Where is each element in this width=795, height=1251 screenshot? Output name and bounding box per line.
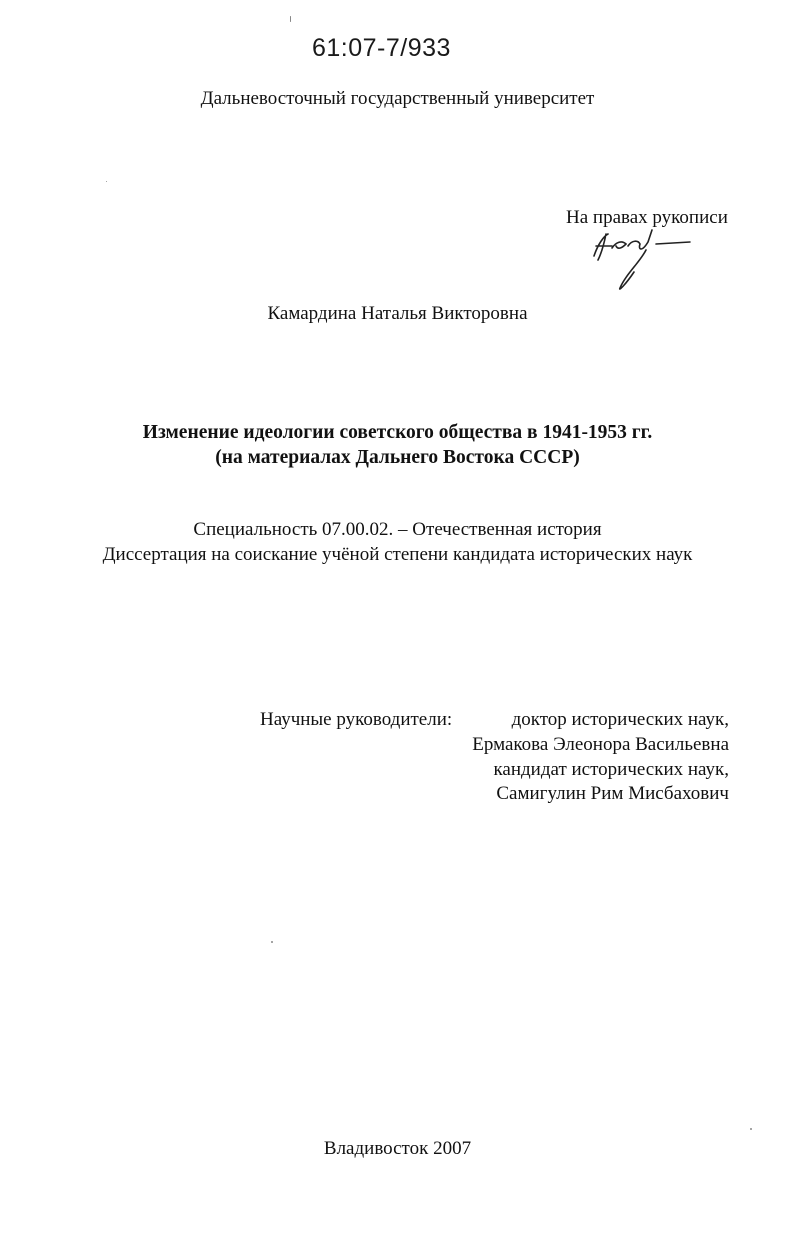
scan-speck <box>290 16 291 22</box>
author-name: Камардина Наталья Викторовна <box>267 303 528 324</box>
supervisors-label: Научные руководители: <box>260 709 453 730</box>
scan-speck <box>750 1128 752 1130</box>
university-name: Дальневосточный государственный университет <box>200 88 595 109</box>
scan-speck <box>106 181 107 182</box>
dissertation-subtitle: (на материалах Дальнего Востока СССР) <box>215 447 580 468</box>
handwritten-signature <box>582 222 702 292</box>
manuscript-rights-note: На правах рукописи <box>566 207 728 228</box>
scan-speck <box>271 941 273 943</box>
specialty-line: Специальность 07.00.02. – Отечественная история <box>193 519 602 540</box>
supervisor-line: Самигулин Рим Мисбахович <box>496 783 729 804</box>
degree-line: Диссертация на соискание учёной степени кандидата исторических наук <box>102 544 693 565</box>
city-year: Владивосток 2007 <box>323 1138 472 1159</box>
archive-stamp: 61:07-7/933 <box>312 34 451 62</box>
dissertation-title: Изменение идеологии советского общества в 1941-1953 гг. <box>142 422 653 443</box>
supervisor-line: кандидат исторических наук, <box>493 759 729 780</box>
supervisor-line: Ермакова Элеонора Васильевна <box>472 734 729 755</box>
supervisor-line: доктор исторических наук, <box>511 709 729 730</box>
